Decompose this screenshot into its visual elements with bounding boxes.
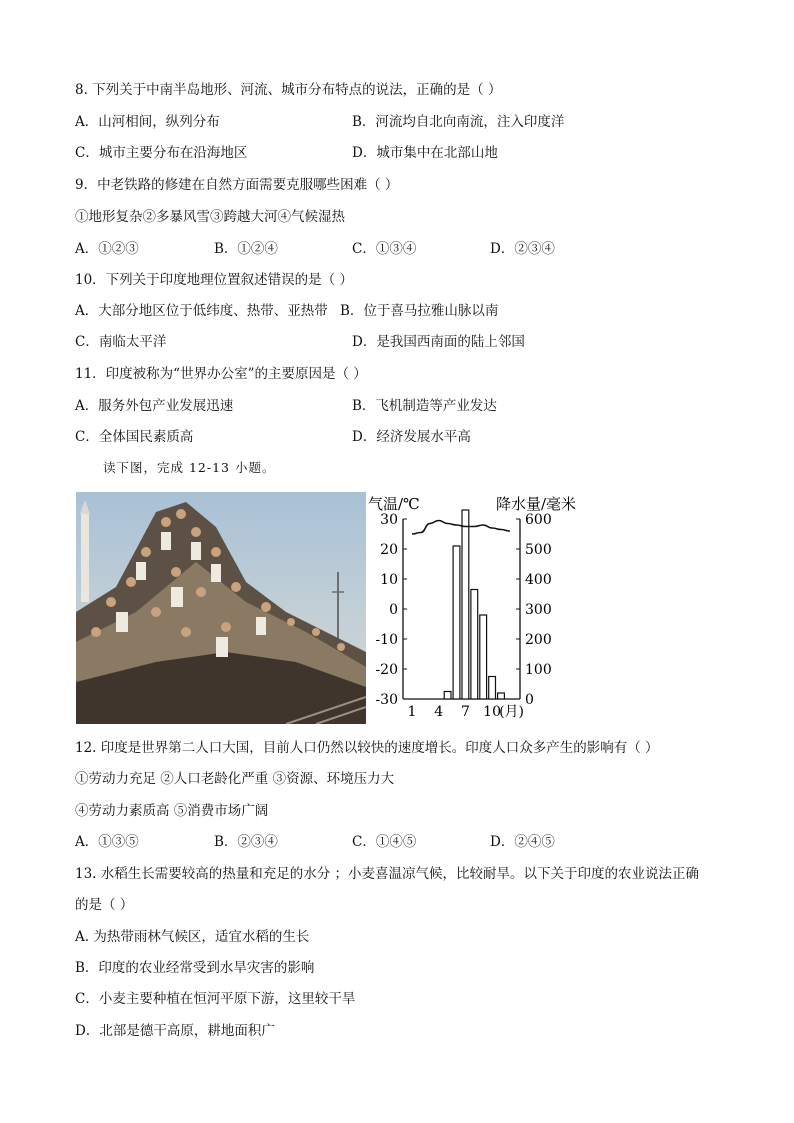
q9-stem: 9．中老铁路的修建在自然方面需要克服哪些困难（ ） <box>75 177 399 193</box>
q10-option-b: B．位于喜马拉雅山脉以南 <box>340 303 499 319</box>
right-tick-label: 0 <box>525 692 534 708</box>
precipitation-bar <box>453 546 460 699</box>
q13-option-b: B．印度的农业经常受到水旱灾害的影响 <box>75 960 315 976</box>
q8-option-c: C．城市主要分布在沿海地区 <box>75 145 248 161</box>
right-tick-label: 200 <box>525 632 552 648</box>
q11-option-d: D．经济发展水平高 <box>352 429 471 445</box>
q8-option-a: A．山河相间，纵列分布 <box>75 114 220 130</box>
left-tick-label: 0 <box>389 602 398 618</box>
precipitation-bar <box>462 510 469 699</box>
q12-option-a: A．①③⑤ <box>75 834 139 850</box>
precipitation-bar <box>444 692 451 700</box>
right-tick-label: 300 <box>525 602 552 618</box>
x-tick-label: 10 <box>483 704 502 720</box>
q11-option-c: C．全体国民素质高 <box>75 429 194 445</box>
left-tick-label: 20 <box>380 542 398 558</box>
precipitation-bar <box>471 590 478 700</box>
q12-option-d: D．②④⑤ <box>490 834 555 850</box>
figure-intro: 读下图，完成 12-13 小题。 <box>103 460 276 475</box>
x-tick-label: 4 <box>434 704 444 720</box>
q12-items-2: ④劳动力素质高 ⑤消费市场广阔 <box>75 803 269 819</box>
crowded-train-image <box>76 492 366 724</box>
left-axis-label: 气温/℃ <box>368 495 420 513</box>
q10-option-a: A．大部分地区位于低纬度、热带、亚热带 <box>75 303 328 319</box>
left-tick-label: -10 <box>375 632 398 648</box>
q8-option-b: B．河流均自北向南流，注入印度洋 <box>352 114 565 130</box>
climate-chart <box>366 492 586 724</box>
q9-option-c: C．①③④ <box>352 241 417 257</box>
q8-option-d: D．城市集中在北部山地 <box>352 145 498 161</box>
q12-option-c: C．①④⑤ <box>352 834 417 850</box>
q12-items-1: ①劳动力充足 ②人口老龄化严重 ③资源、环境压力大 <box>75 771 395 787</box>
right-tick-label: 100 <box>525 662 552 678</box>
left-tick-label: -30 <box>375 692 398 708</box>
crowded-train-photo <box>76 492 366 724</box>
q10-option-c: C．南临太平洋 <box>75 334 167 350</box>
left-tick-label: -20 <box>375 662 398 678</box>
x-tick-label: 1 <box>407 704 417 720</box>
right-tick-label: 400 <box>525 572 552 588</box>
right-axis-label: 降水量/毫米 <box>496 495 577 513</box>
left-tick-label: 30 <box>380 512 398 528</box>
q9-option-d: D．②③④ <box>490 241 555 257</box>
right-tick-label: 600 <box>525 512 552 528</box>
q11-option-a: A．服务外包产业发展迅速 <box>75 398 234 414</box>
q10-option-d: D．是我国西南面的陆上邻国 <box>352 334 525 350</box>
q10-stem: 10．下列关于印度地理位置叙述错误的是（ ） <box>75 272 353 288</box>
q13-option-d: D．北部是德干高原，耕地面积广 <box>75 1023 275 1039</box>
q13-option-c: C．小麦主要种植在恒河平原下游，这里较干旱 <box>75 991 356 1007</box>
q9-option-b: B．①②④ <box>214 241 278 257</box>
q13-option-a: A. 为热带雨林气候区，适宜水稻的生长 <box>75 929 310 945</box>
precipitation-bar <box>480 615 487 699</box>
left-tick-label: 10 <box>380 572 398 588</box>
q11-stem: 11．印度被称为“世界办公室”的主要原因是（ ） <box>75 366 367 382</box>
right-tick-label: 500 <box>525 542 552 558</box>
q9-items: ①地形复杂②多暴风雪③跨越大河④气候湿热 <box>75 209 345 225</box>
q9-option-a: A．①②③ <box>75 241 139 257</box>
month-label: (月) <box>499 704 525 720</box>
q8-stem: 8. 下列关于中南半岛地形、河流、城市分布特点的说法，正确的是（ ） <box>75 82 502 98</box>
q12-stem: 12. 印度是世界第二人口大国，目前人口仍然以较快的速度增长。印度人口众多产生的影响有（ ） <box>75 740 659 756</box>
precipitation-bar <box>489 677 496 700</box>
q13-stem-2: 的是（ ） <box>75 897 134 913</box>
climate-chart-svg <box>366 492 586 724</box>
precipitation-bar <box>498 693 505 699</box>
q12-option-b: B．②③④ <box>214 834 278 850</box>
q11-option-b: B．飞机制造等产业发达 <box>352 398 497 414</box>
temperature-curve <box>412 521 510 535</box>
x-tick-label: 7 <box>460 704 470 720</box>
q13-stem-1: 13. 水稻生长需要较高的热量和充足的水分 ；小麦喜温凉气候，比较耐旱。以下关于印度的农业说法正确 <box>75 866 700 882</box>
